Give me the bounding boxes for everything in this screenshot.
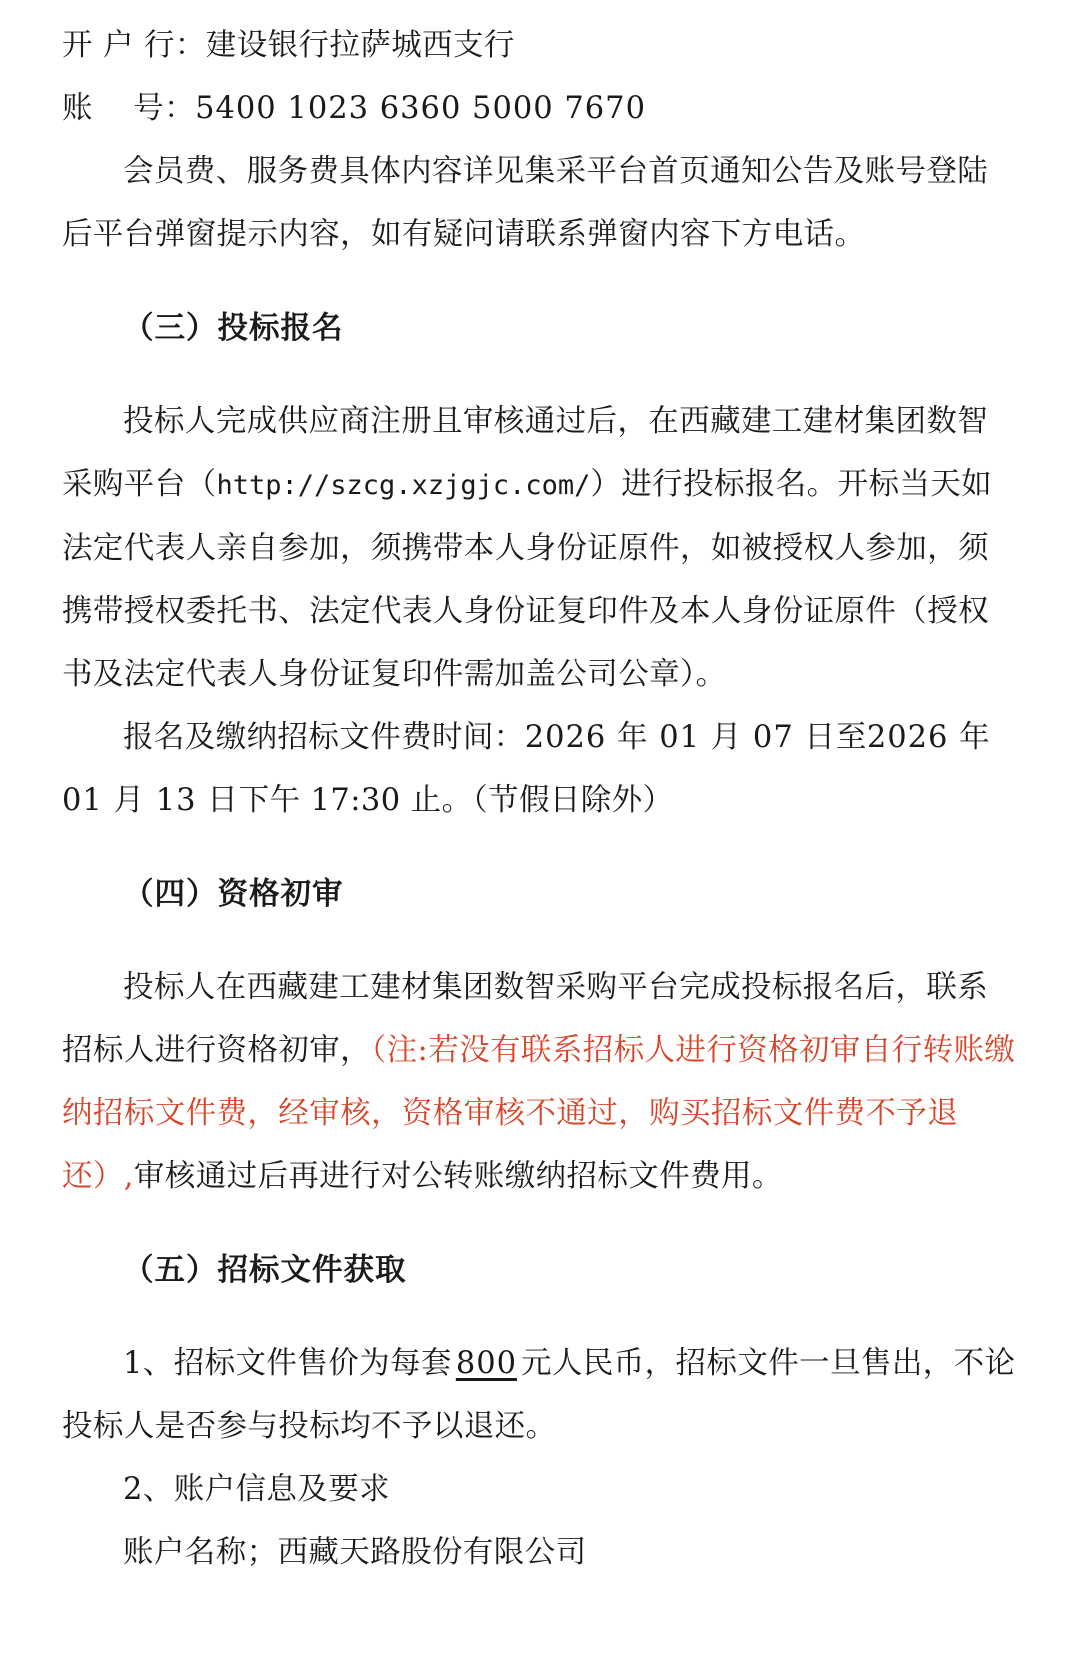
registration-deadline-time: 下午 17:30 止。（节假日除外） bbox=[238, 783, 674, 818]
account-name-label: 账户名称； bbox=[123, 1535, 278, 1570]
section-four-text-1: 投标人在西藏建工建材集团数智采购平台完成投标报名后，联系招标人进行资格初审， bbox=[62, 970, 989, 1068]
section-three-heading: （三）投标报名 bbox=[123, 309, 344, 346]
account-name-line bbox=[62, 1521, 1018, 1584]
qualification-warning-note: （注:若没有联系招标人进行资格初审自行转账缴纳招标文件费，经审核，资格审核不通过，购买招标文件费不予退还）, bbox=[62, 1033, 1016, 1194]
section-three-text-before-url: 投标人完成供应商注册且审核通过后，在西藏建工建材集团数智采购平台（ bbox=[62, 404, 989, 502]
fee-note-paragraph: 会员费、服务费具体内容详见集采平台首页通知公告及账号登陆后平台弹窗提示内容，如有疑问请联系弹窗内容下方电话。 bbox=[62, 154, 989, 252]
bid-document-price-item bbox=[62, 1332, 1018, 1458]
account-number-value: 5400 1023 6360 5000 7670 bbox=[195, 91, 646, 126]
section-three-paragraph-1 bbox=[62, 390, 1018, 706]
price-text-suffix: 元人民币，招标文件一旦售出，不论投标人是否参与投标均不予以退还。 bbox=[62, 1346, 1016, 1444]
account-number-line bbox=[62, 77, 1018, 140]
bank-label: 开 户 行： bbox=[62, 28, 206, 63]
section-four-text-2: 审核通过后再进行对公转账缴纳招标文件费用。 bbox=[133, 1159, 783, 1194]
account-info-item: 2、账户信息及要求 bbox=[123, 1472, 391, 1507]
section-three-text-after-url: ）进行投标报名。开标当天如法定代表人亲自参加，须携带本人身份证原件，如被授权人参加，须携带授权委托书、法定代表人身份证复印件及本人身份证原件（授权书及法定代表人身份证复印件需加盖公司公章）。 bbox=[62, 467, 993, 692]
bank-value: 建设银行拉萨城西支行 bbox=[205, 28, 515, 63]
account-number-label: 账 号： bbox=[62, 91, 196, 126]
section-five-heading: （五）招标文件获取 bbox=[123, 1251, 407, 1288]
procurement-platform-url: http://szcg.xzjgjc.com/ bbox=[216, 470, 591, 501]
bid-document-price-value: 800 bbox=[455, 1346, 518, 1381]
section-four-paragraph bbox=[62, 956, 1018, 1208]
bank-line bbox=[62, 14, 1018, 77]
account-name-value: 西藏天路股份有限公司 bbox=[277, 1535, 587, 1570]
section-three-paragraph-2 bbox=[62, 706, 1018, 832]
registration-date-separator: 至 bbox=[835, 720, 867, 755]
section-four-heading: （四）资格初审 bbox=[123, 875, 344, 912]
registration-time-label: 报名及缴纳招标文件费时间： bbox=[123, 720, 525, 755]
price-text-prefix: 1、招标文件售价为每套 bbox=[123, 1346, 452, 1381]
registration-start-date: 2026 年 01 月 07 日 bbox=[524, 720, 836, 755]
registration-end-date: 2026 年 01 月 13 日 bbox=[62, 720, 1002, 818]
